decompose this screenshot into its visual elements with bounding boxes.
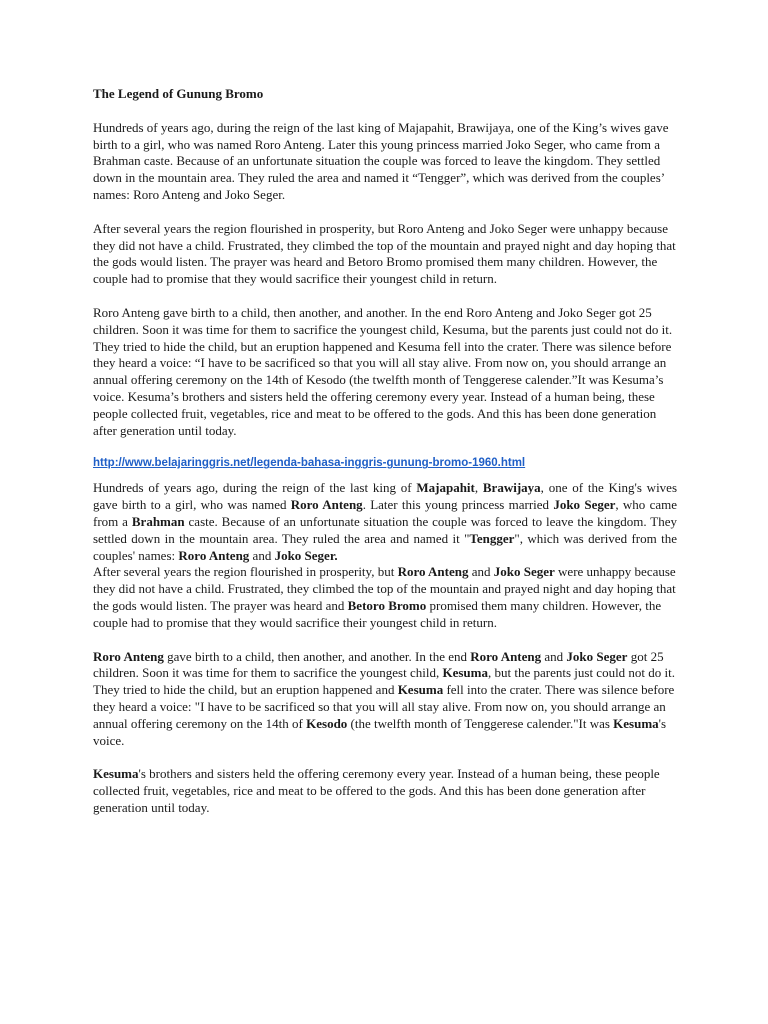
retold-paragraph-3 (93, 649, 677, 750)
text-run: , one of the King's wives gave birth to a girl, who was named (93, 480, 678, 513)
text-run: Hundreds of years ago, during the reign of the last king of (93, 480, 417, 496)
page-title: The Legend of Gunung Bromo (93, 86, 264, 101)
document-page (93, 86, 677, 817)
text-run: After several years the region flourished in prosperity, but (93, 564, 398, 580)
text-run: and (541, 648, 567, 664)
bold-name: Brawijaya (482, 480, 541, 496)
bold-name: Roro Anteng (290, 497, 363, 513)
bold-name: Joko Seger (493, 564, 555, 580)
retold-paragraph-4 (93, 766, 677, 816)
bold-name: Roro Anteng (93, 648, 164, 664)
text-run: , but the parents just could not do it. They tried to hide the child, but an eruption happened and (93, 665, 676, 698)
text-run: fell into the crater. There was silence before they heard a voice: "I have to be sacrificed so that you will all stay alive. From now on, you should arrange an annual offering ceremony on the 14th of (93, 682, 675, 731)
text-run: and (249, 547, 275, 563)
text-run: (the twelfth month of Tenggerese calender."It was (347, 715, 614, 731)
bold-name: Kesuma (93, 766, 139, 782)
text-run: were unhappy because they did not have a child. Frustrated, they climbed the top of the mountain and prayed night and day hoping that the gods would listen. The prayer was heard and (93, 564, 676, 613)
bold-name: Joko Seger (553, 497, 616, 513)
bold-name: Roro Anteng (397, 564, 469, 580)
text-run: got 25 children. Soon it was time for them to sacrifice the youngest child, (93, 648, 664, 681)
bold-name: Joko Seger. (274, 547, 338, 563)
bold-name: Kesodo (306, 715, 348, 731)
bold-name: Brahman (131, 513, 185, 529)
bold-name: Roro Anteng (178, 547, 250, 563)
retold-paragraph-1 (93, 480, 677, 564)
text-run: 's brothers and sisters held the offering ceremony every year. Instead of a human being, these people collected fruit, vegetables, rice and meat to be offered to the gods. And this has been done generation after generation until today. (93, 766, 660, 815)
text-run: 's voice. (93, 715, 667, 748)
story-paragraph-2: After several years the region flourished in prosperity, but Roro Anteng and Joko Seger were unhappy because they did not have a child. Frustrated, they climbed the top of the mountain and prayed night and day hoping that the gods would listen. The prayer was heard and Betoro Bromo promised them many children. However, the couple had to promise that they would sacrifice their youngest child in return. (93, 220, 676, 287)
source-link[interactable]: http://www.belajaringgris.net/legenda-bahasa-inggris-gunung-bromo-1960.html (93, 457, 526, 470)
retold-paragraph-2 (93, 564, 677, 631)
paragraph-gap (93, 749, 677, 766)
bold-name: Roro Anteng (470, 648, 542, 664)
bold-name: Majapahit (416, 480, 475, 496)
text-run: caste. Because of an unfortunate situation the couple was forced to leave the kingdom. They settled down in the mountain area. They ruled the area and named it " (93, 513, 677, 546)
text-run: ", which was derived from the couples' names: (93, 530, 677, 563)
bold-name: Kesuma (397, 682, 444, 698)
story-paragraph-1: Hundreds of years ago, during the reign of the last king of Majapahit, Brawijaya, one of the King’s wives gave birth to a girl, who was named Roro Anteng. Later this young princess married Joko Seger, who came from a Brahman caste. Because of an unfortunate situation the couple was forced to leave the kingdom. They settled down in the mountain area. They ruled the area and named it “Tengger”, which was derived from the couples’ names: Roro Anteng and Joko Seger. (93, 119, 669, 202)
text-run: and (468, 564, 494, 580)
paragraph-gap (93, 632, 677, 649)
text-run: gave birth to a child, then another, and another. In the end (163, 648, 471, 664)
bold-name: Kesuma (613, 715, 659, 731)
text-run: , who came from a (93, 497, 677, 529)
text-run: , (474, 480, 483, 496)
source-link-row (93, 456, 677, 471)
story-paragraph-3: Roro Anteng gave birth to a child, then another, and another. In the end Roro Anteng and Joko Seger got 25 children. Soon it was time for them to sacrifice the youngest child, Kesuma, but the parents just could not do it. They tried to hide the child, but an eruption happened and Kesuma fell into the crater. There was silence before they heard a voice: “I have to be sacrificed so that you will all stay alive. From now on, you should arrange an annual offering ceremony on the 14th of Kesodo (the twelfth month of Tenggerese calender.”It was Kesuma’s voice. Kesuma’s brothers and sisters held the offering ceremony every year. Instead of a human being, these people collected fruit, vegetables, rice and meat to be offered to the gods. And this has been done generation after generation until today. (93, 304, 673, 438)
bold-name: Tengger (469, 530, 515, 546)
bold-name: Joko Seger (566, 648, 628, 664)
text-run: . Later this young princess married (362, 497, 554, 513)
bold-name: Betoro Bromo (347, 597, 427, 613)
text-run: promised them many children. However, the couple had to promise that they would sacrifice their youngest child in return. (93, 597, 662, 630)
bold-name: Kesuma (442, 665, 488, 681)
